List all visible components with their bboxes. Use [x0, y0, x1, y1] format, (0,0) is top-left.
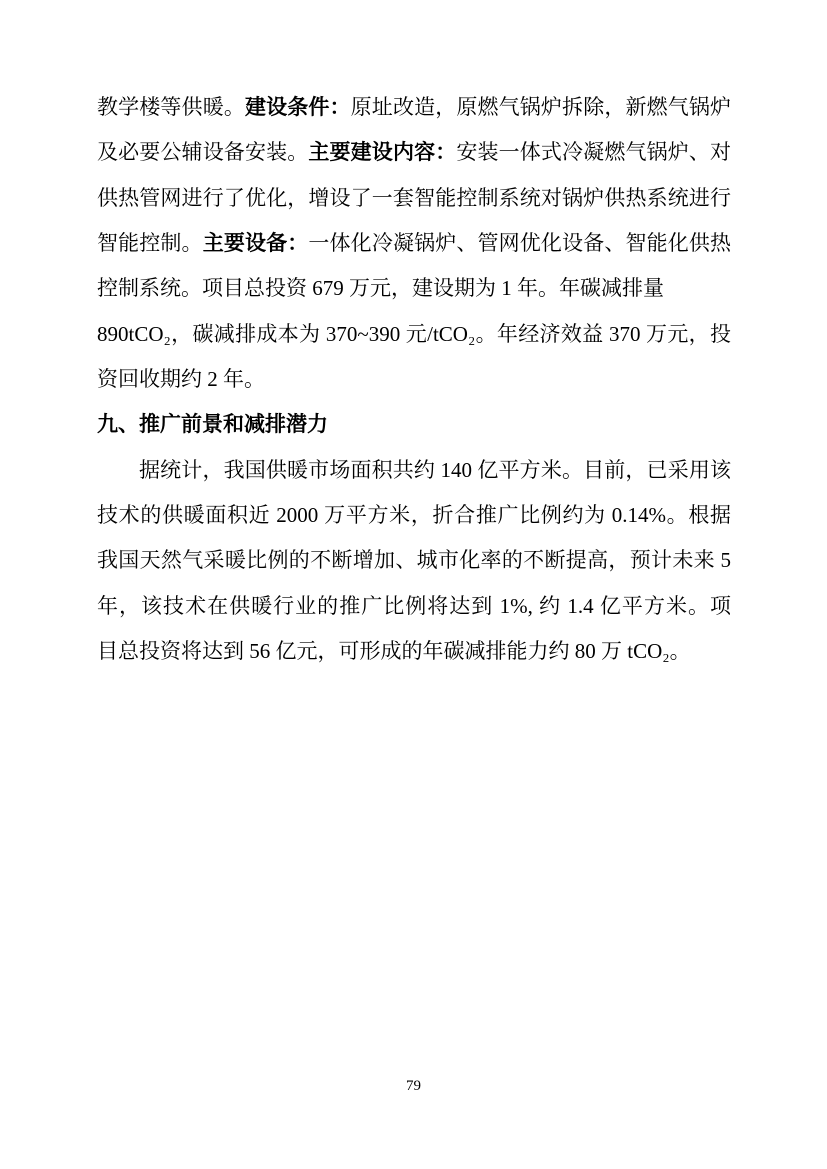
- text-segment: 及必要公辅设备安装。: [97, 140, 309, 165]
- text-segment: 890tCO₂，碳减排成本为 370~390 元/tCO₂。年经济效益 370 万元，投: [97, 321, 731, 346]
- text-segment: 据统计，我国供暖市场面积共约 140 亿平方米。目前，已采用该: [139, 457, 731, 482]
- body-line-1: [97, 85, 731, 130]
- body-line-12: [97, 584, 731, 629]
- body-line-13: [97, 629, 731, 674]
- emphasized-text-segment: 主要设备：: [202, 230, 309, 255]
- section-heading: [97, 402, 731, 447]
- text-segment: 技术的供暖面积近 2000 万平方米，折合推广比例约为 0.14%。根据: [97, 502, 731, 527]
- text-segment: 智能控制。: [97, 230, 203, 255]
- text-segment: 资回收期约 2 年。: [97, 366, 265, 391]
- body-line-9: [97, 448, 731, 493]
- text-segment: 目总投资将达到 56 亿元，可形成的年碳减排能力约 80 万 tCO₂。: [97, 638, 691, 663]
- text-segment: 一体化冷凝锅炉、管网优化设备、智能化供热: [308, 230, 732, 255]
- text-segment: 供热管网进行了优化，增设了一套智能控制系统对锅炉供热系统进行: [97, 185, 731, 210]
- text-segment: 控制系统。项目总投资 679 万元，建设期为 1 年。年碳减排量: [97, 276, 664, 301]
- body-line-4: [97, 221, 731, 266]
- body-line-11: [97, 538, 731, 583]
- text-segment: 原址改造，原燃气锅炉拆除，新燃气锅炉: [350, 95, 732, 119]
- text-segment: 我国天然气采暖比例的不断增加、城市化率的不断提高，预计未来 5: [97, 548, 731, 573]
- page-number: 79: [406, 1078, 421, 1094]
- body-line-5: [97, 266, 731, 311]
- emphasized-text-segment: 建设条件：: [244, 95, 351, 119]
- body-line-2: [97, 130, 731, 175]
- body-line-7: [97, 357, 731, 402]
- text-block: [97, 85, 731, 674]
- body-line-10: [97, 493, 731, 538]
- body-line-3: [97, 176, 731, 221]
- emphasized-text-segment: 主要建设内容：: [308, 140, 457, 165]
- text-segment: 安装一体式冷凝燃气锅炉、对: [456, 140, 732, 165]
- body-line-6: [97, 312, 731, 357]
- emphasized-text-segment: 九、推广前景和减排潜力: [97, 412, 328, 437]
- text-segment: 年，该技术在供暖行业的推广比例将达到 1%, 约 1.4 亿平方米。项: [97, 593, 731, 618]
- text-segment: 教学楼等供暖。: [97, 95, 245, 119]
